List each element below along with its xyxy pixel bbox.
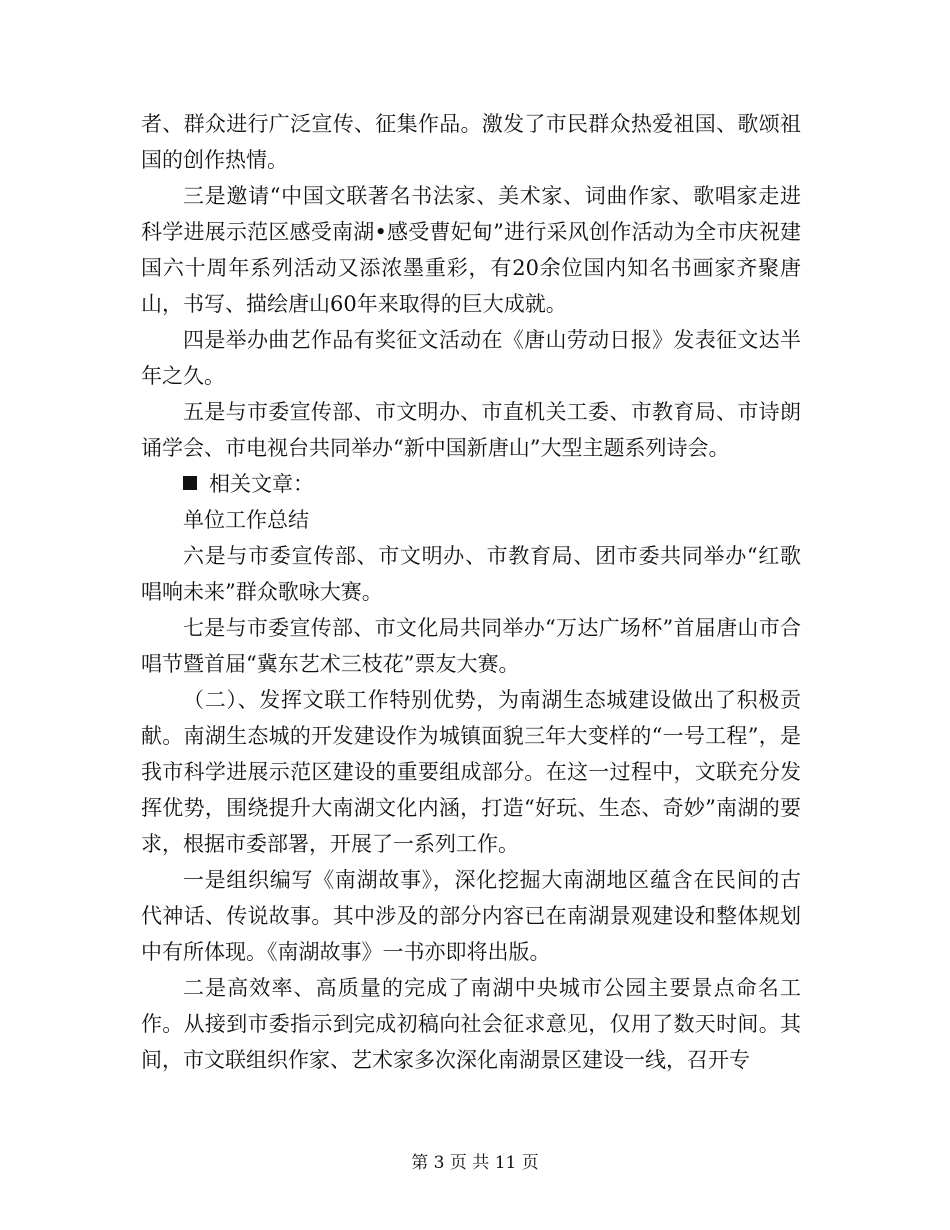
related-articles-heading: [141, 466, 801, 502]
paragraph-item-five: 五是与市委宣传部、市文明办、市直机关工委、市教育局、市诗朗诵学会、市电视台共同举办“新中国新唐山”大型主题系列诗会。: [141, 400, 801, 460]
paragraph-continuation: 者、群众进行广泛宣传、征集作品。激发了市民群众热爱祖国、歌颂祖国的创作热情。: [141, 112, 801, 172]
paragraph-item-six: 六是与市委宣传部、市文明办、市教育局、团市委共同举办“红歌唱响未来”群众歌咏大赛。: [141, 544, 801, 604]
page-number-footer: 第 3 页 共 11 页: [411, 1153, 539, 1173]
paragraph-item-seven: 七是与市委宣传部、市文化局共同举办“万达广场杯”首届唐山市合唱节暨首届“冀东艺术三枝花”票友大赛。: [141, 616, 801, 676]
related-article-link[interactable]: 单位工作总结: [183, 508, 309, 532]
paragraph-nanhu-item-one: 一是组织编写《南湖故事》，深化挖掘大南湖地区蕴含在民间的古代神话、传说故事。其中涉及的部分内容已在南湖景观建设和整体规划中有所体现。《南湖故事》一书亦即将出版。: [141, 868, 801, 964]
paragraph-item-three: 三是邀请“中国文联著名书法家、美术家、词曲作家、歌唱家走进科学进展示范区感受南湖•感受曹妃甸”进行采风创作活动为全市庆祝建国六十周年系列活动又添浓墨重彩，有20余位国内知名书画家齐聚唐山，书写、描绘唐山60年来取得的巨大成就。: [141, 184, 801, 316]
paragraph-section-two: （二）、发挥文联工作特别优势，为南湖生态城建设做出了积极贡献。南湖生态城的开发建设作为城镇面貌三年大变样的“一号工程”，是我市科学进展示范区建设的重要组成部分。在这一过程中，文联充分发挥优势，围绕提升大南湖文化内涵，打造“好玩、生态、奇妙”南湖的要求，根据市委部署，开展了一系列工作。: [141, 688, 801, 856]
paragraph-nanhu-item-two: 二是高效率、高质量的完成了南湖中央城市公园主要景点命名工作。从接到市委指示到完成初稿向社会征求意见，仅用了数天时间。其间，市文联组织作家、艺术家多次深化南湖景区建设一线，召开专: [141, 976, 801, 1072]
document-body: [141, 106, 801, 1078]
paragraph-item-four: 四是举办曲艺作品有奖征文活动在《唐山劳动日报》发表征文达半年之久。: [141, 328, 801, 388]
related-articles-label: 相关文章：: [209, 472, 314, 496]
black-square-icon: [183, 476, 197, 490]
